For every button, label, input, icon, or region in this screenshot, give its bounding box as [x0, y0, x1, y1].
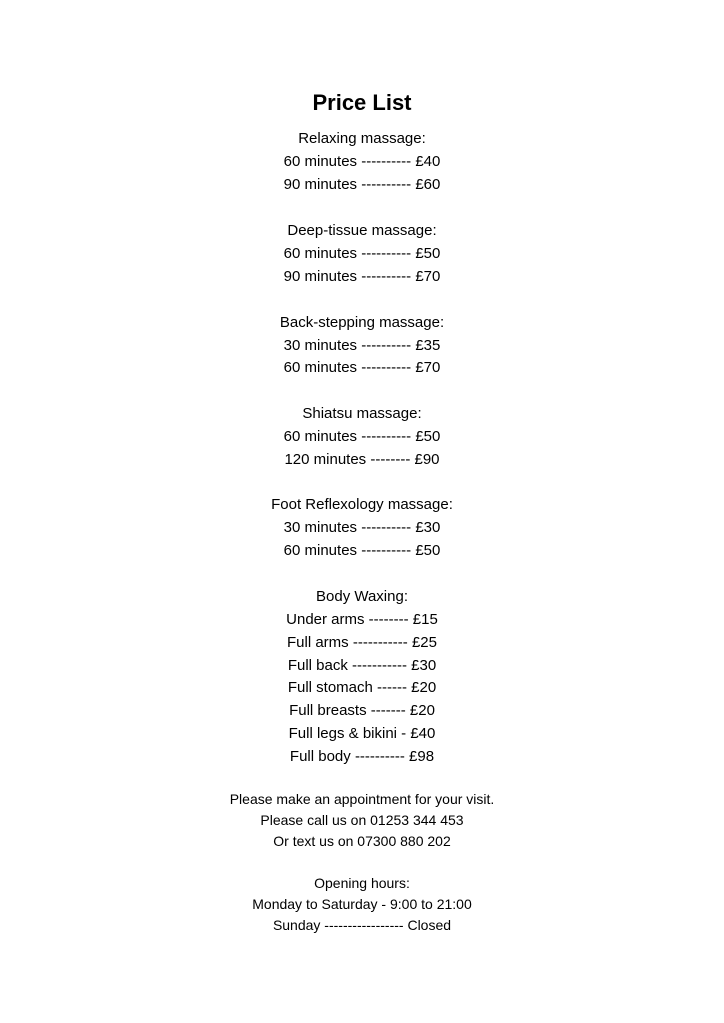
price-item: Full back ----------- £30: [287, 657, 437, 674]
section-heading-body-waxing: Body Waxing:: [316, 588, 408, 605]
price-item: Full legs & bikini - £40: [288, 725, 436, 742]
price-item: 60 minutes ---------- £70: [283, 359, 441, 376]
price-item: 60 minutes ---------- £50: [283, 428, 441, 445]
price-item: Full stomach ------ £20: [287, 679, 437, 696]
price-item: 30 minutes ---------- £30: [283, 519, 441, 536]
section-heading-relaxing: Relaxing massage:: [298, 130, 426, 147]
section-heading-back-stepping: Back-stepping massage:: [279, 314, 445, 331]
price-item: 120 minutes -------- £90: [284, 451, 440, 468]
price-item: 60 minutes ---------- £40: [283, 153, 441, 170]
price-item: 30 minutes ---------- £35: [283, 337, 441, 354]
page-title: Price List: [312, 90, 412, 115]
opening-hours-sunday: Sunday ----------------- Closed: [272, 917, 452, 933]
price-item: 60 minutes ---------- £50: [283, 542, 441, 559]
price-item: Under arms -------- £15: [286, 611, 438, 628]
price-item: 60 minutes ---------- £50: [283, 245, 441, 262]
contact-phone: Please call us on 01253 344 453: [260, 812, 464, 828]
contact-appointment-note: Please make an appointment for your visit.: [229, 791, 495, 807]
section-heading-shiatsu: Shiatsu massage:: [302, 405, 422, 422]
opening-hours-weekdays: Monday to Saturday - 9:00 to 21:00: [252, 896, 472, 912]
section-heading-deep-tissue: Deep-tissue massage:: [287, 222, 437, 239]
price-item: 90 minutes ---------- £70: [283, 268, 441, 285]
opening-hours-heading: Opening hours:: [314, 875, 410, 891]
price-item: Full body ---------- £98: [289, 748, 435, 765]
price-item: Full arms ----------- £25: [287, 634, 437, 651]
section-heading-foot-reflexology: Foot Reflexology massage:: [271, 496, 453, 513]
contact-text: Or text us on 07300 880 202: [273, 833, 451, 849]
price-item: 90 minutes ---------- £60: [283, 176, 441, 193]
price-item: Full breasts ------- £20: [289, 702, 435, 719]
